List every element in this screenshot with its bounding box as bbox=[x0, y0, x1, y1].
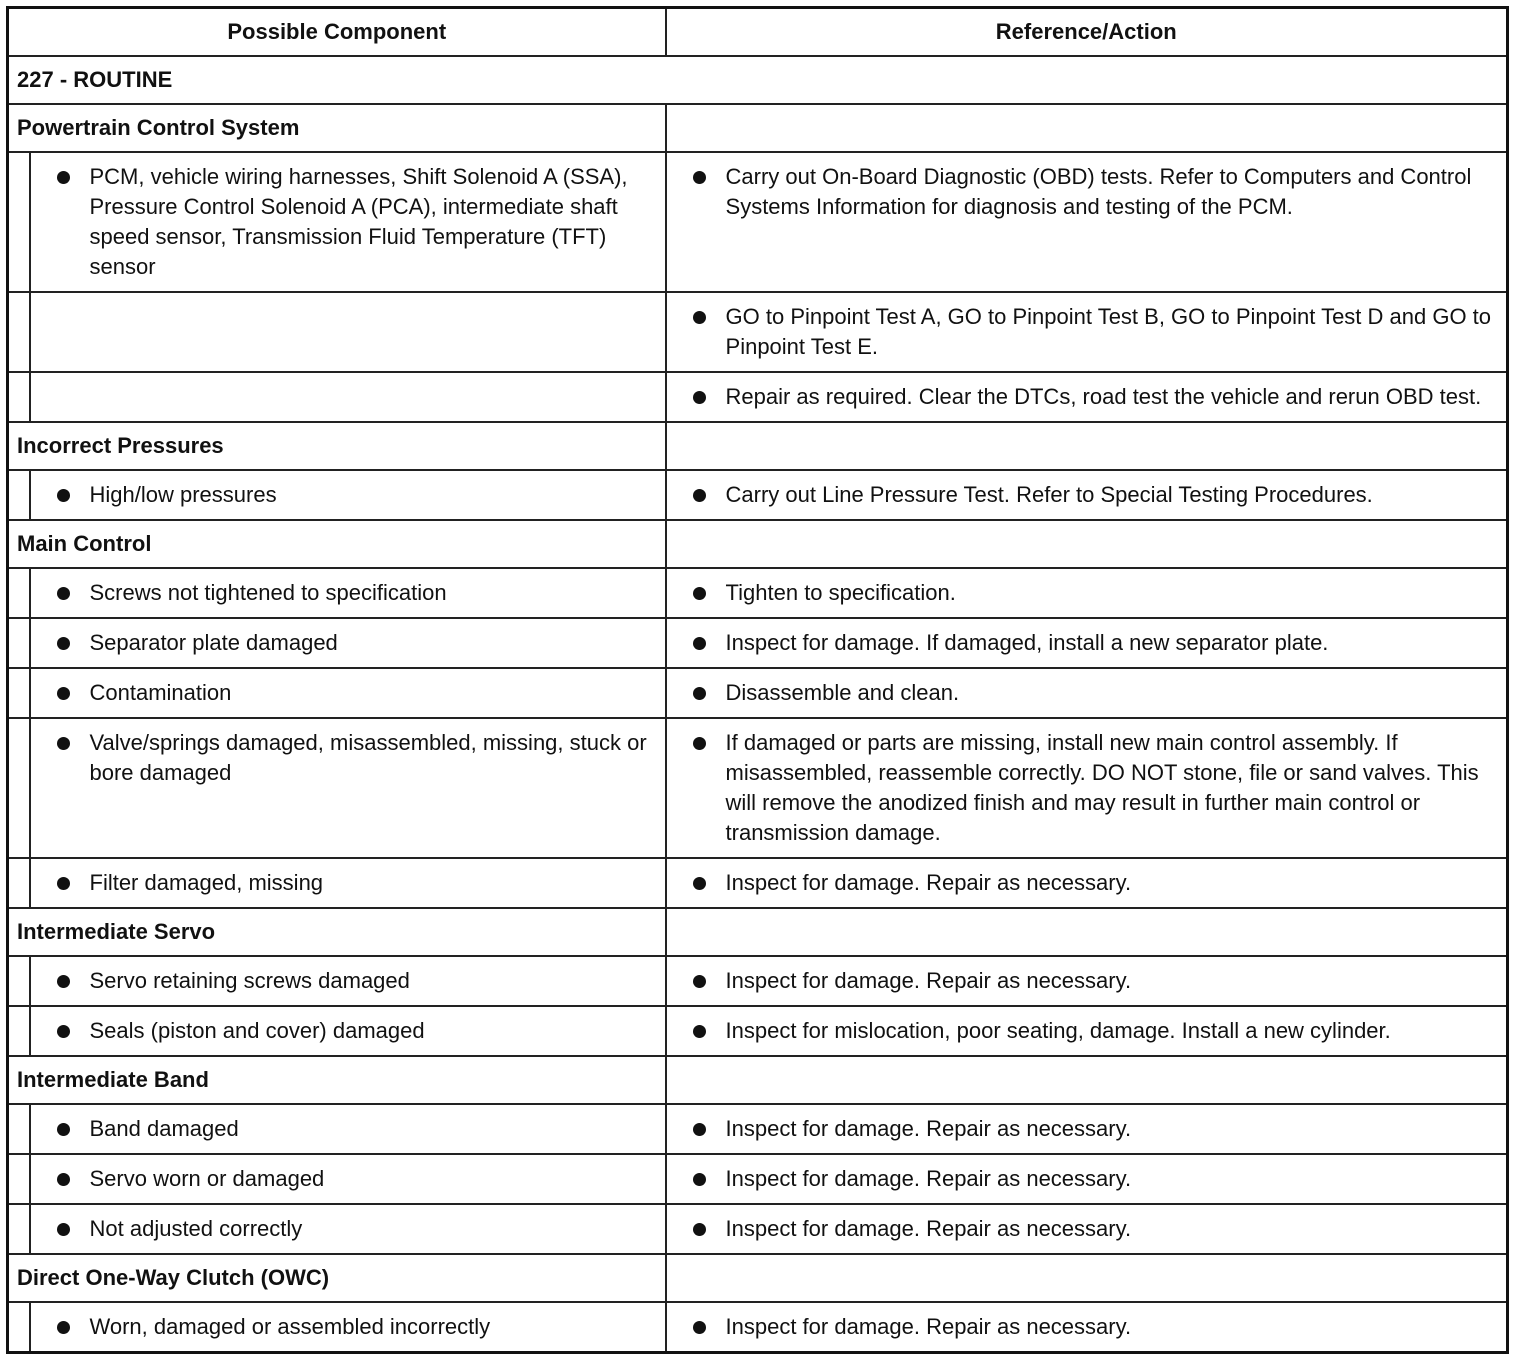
bullet-item bbox=[667, 1312, 1493, 1342]
component-cell bbox=[30, 1204, 666, 1254]
bullet-icon bbox=[57, 587, 70, 600]
component-text: Contamination bbox=[89, 680, 232, 705]
bullet-item bbox=[667, 302, 1493, 362]
table-row bbox=[8, 858, 1508, 908]
component-cell bbox=[30, 1104, 666, 1154]
component-cell bbox=[30, 292, 666, 372]
bullet-item bbox=[31, 628, 651, 658]
component-cell bbox=[30, 858, 666, 908]
bullet-icon bbox=[693, 1123, 706, 1136]
action-text: Carry out Line Pressure Test. Refer to Special Testing Procedures. bbox=[725, 482, 1373, 507]
action-text: Inspect for damage. Repair as necessary. bbox=[725, 1314, 1132, 1339]
action-cell bbox=[666, 668, 1508, 718]
bullet-icon bbox=[57, 877, 70, 890]
table-row bbox=[8, 1154, 1508, 1204]
action-text: Inspect for damage. Repair as necessary. bbox=[725, 1116, 1132, 1141]
section-row bbox=[8, 422, 1508, 470]
bullet-icon bbox=[57, 1321, 70, 1334]
section-row bbox=[8, 908, 1508, 956]
component-cell bbox=[30, 470, 666, 520]
component-text: Screws not tightened to specification bbox=[89, 580, 447, 605]
component-cell bbox=[30, 618, 666, 668]
action-cell bbox=[666, 372, 1508, 422]
section-action-empty bbox=[666, 1254, 1508, 1302]
bullet-item bbox=[31, 1312, 651, 1342]
bullet-item bbox=[667, 382, 1493, 412]
action-text: Disassemble and clean. bbox=[725, 680, 960, 705]
bullet-item bbox=[667, 966, 1493, 996]
bullet-icon bbox=[57, 1025, 70, 1038]
section-row bbox=[8, 104, 1508, 152]
bullet-icon bbox=[693, 1025, 706, 1038]
bullet-item bbox=[31, 868, 651, 898]
action-text: Inspect for damage. Repair as necessary. bbox=[725, 870, 1132, 895]
table-row bbox=[8, 292, 1508, 372]
table-row bbox=[8, 668, 1508, 718]
action-cell bbox=[666, 718, 1508, 858]
bullet-item bbox=[667, 1214, 1493, 1244]
table-row bbox=[8, 618, 1508, 668]
component-text: Separator plate damaged bbox=[89, 630, 338, 655]
bullet-icon bbox=[57, 687, 70, 700]
bullet-icon bbox=[693, 1321, 706, 1334]
bullet-item bbox=[667, 678, 1493, 708]
table-row bbox=[8, 1302, 1508, 1353]
table-row bbox=[8, 470, 1508, 520]
action-cell bbox=[666, 1104, 1508, 1154]
component-cell bbox=[30, 152, 666, 292]
bullet-icon bbox=[693, 391, 706, 404]
bullet-item bbox=[667, 868, 1493, 898]
action-text: Carry out On-Board Diagnostic (OBD) tests. Refer to Computers and Control Systems Information for diagnosis and testing of the PCM. bbox=[725, 164, 1472, 219]
indent-cell bbox=[8, 1006, 30, 1056]
bullet-item bbox=[31, 162, 651, 282]
indent-cell bbox=[8, 1154, 30, 1204]
component-text: High/low pressures bbox=[89, 482, 277, 507]
indent-cell bbox=[8, 1204, 30, 1254]
action-text: Inspect for damage. Repair as necessary. bbox=[725, 968, 1132, 993]
table-title-row bbox=[8, 56, 1508, 104]
bullet-icon bbox=[693, 687, 706, 700]
bullet-icon bbox=[693, 877, 706, 890]
action-text: Repair as required. Clear the DTCs, road test the vehicle and rerun OBD test. bbox=[725, 384, 1482, 409]
table-row bbox=[8, 372, 1508, 422]
bullet-item bbox=[667, 728, 1493, 848]
action-cell bbox=[666, 1154, 1508, 1204]
diagnosis-table bbox=[6, 6, 1509, 1354]
table-row bbox=[8, 568, 1508, 618]
section-title: Direct One-Way Clutch (OWC) bbox=[8, 1254, 666, 1302]
component-text: Seals (piston and cover) damaged bbox=[89, 1018, 425, 1043]
section-action-empty bbox=[666, 422, 1508, 470]
bullet-icon bbox=[57, 489, 70, 502]
section-title: Incorrect Pressures bbox=[8, 422, 666, 470]
section-row bbox=[8, 520, 1508, 568]
component-cell bbox=[30, 1006, 666, 1056]
table-row bbox=[8, 1006, 1508, 1056]
component-text: Servo worn or damaged bbox=[89, 1166, 325, 1191]
bullet-icon bbox=[57, 975, 70, 988]
bullet-icon bbox=[57, 1173, 70, 1186]
component-text: Band damaged bbox=[89, 1116, 239, 1141]
bullet-item bbox=[31, 678, 651, 708]
action-cell bbox=[666, 858, 1508, 908]
indent-cell bbox=[8, 152, 30, 292]
bullet-icon bbox=[57, 1123, 70, 1136]
table-header-row bbox=[8, 8, 1508, 57]
table-title: 227 - ROUTINE bbox=[8, 56, 1508, 104]
component-cell bbox=[30, 956, 666, 1006]
bullet-icon bbox=[693, 975, 706, 988]
table-row bbox=[8, 1204, 1508, 1254]
section-title: Intermediate Band bbox=[8, 1056, 666, 1104]
component-text: Filter damaged, missing bbox=[89, 870, 324, 895]
indent-cell bbox=[8, 372, 30, 422]
section-row bbox=[8, 1254, 1508, 1302]
action-cell bbox=[666, 1204, 1508, 1254]
component-text: Not adjusted correctly bbox=[89, 1216, 303, 1241]
action-text: Inspect for mislocation, poor seating, damage. Install a new cylinder. bbox=[725, 1018, 1391, 1043]
bullet-item bbox=[31, 578, 651, 608]
bullet-icon bbox=[693, 1223, 706, 1236]
section-title: Powertrain Control System bbox=[8, 104, 666, 152]
bullet-item bbox=[31, 480, 651, 510]
bullet-item bbox=[667, 1114, 1493, 1144]
column-header-action: Reference/Action bbox=[666, 8, 1508, 57]
bullet-icon bbox=[693, 489, 706, 502]
action-text: Inspect for damage. Repair as necessary. bbox=[725, 1166, 1132, 1191]
action-text: Tighten to specification. bbox=[725, 580, 956, 605]
bullet-icon bbox=[693, 737, 706, 750]
bullet-icon bbox=[57, 737, 70, 750]
action-cell bbox=[666, 152, 1508, 292]
component-cell bbox=[30, 1154, 666, 1204]
indent-cell bbox=[8, 568, 30, 618]
table-row bbox=[8, 152, 1508, 292]
section-title: Intermediate Servo bbox=[8, 908, 666, 956]
bullet-item bbox=[667, 480, 1493, 510]
bullet-item bbox=[31, 1164, 651, 1194]
action-cell bbox=[666, 1006, 1508, 1056]
indent-cell bbox=[8, 292, 30, 372]
section-action-empty bbox=[666, 1056, 1508, 1104]
component-cell bbox=[30, 1302, 666, 1353]
section-action-empty bbox=[666, 908, 1508, 956]
component-text: Worn, damaged or assembled incorrectly bbox=[89, 1314, 491, 1339]
component-text: Valve/springs damaged, misassembled, missing, stuck or bore damaged bbox=[89, 730, 647, 785]
bullet-item bbox=[31, 966, 651, 996]
table-body bbox=[8, 56, 1508, 1353]
bullet-icon bbox=[693, 637, 706, 650]
indent-cell bbox=[8, 668, 30, 718]
bullet-item bbox=[667, 628, 1493, 658]
indent-cell bbox=[8, 618, 30, 668]
action-text: Inspect for damage. Repair as necessary. bbox=[725, 1216, 1132, 1241]
bullet-item bbox=[31, 1114, 651, 1144]
action-text: Inspect for damage. If damaged, install a new separator plate. bbox=[725, 630, 1329, 655]
component-cell bbox=[30, 372, 666, 422]
action-cell bbox=[666, 618, 1508, 668]
bullet-item bbox=[667, 1164, 1493, 1194]
component-cell bbox=[30, 668, 666, 718]
bullet-item bbox=[31, 728, 651, 788]
bullet-item bbox=[667, 578, 1493, 608]
bullet-icon bbox=[57, 1223, 70, 1236]
indent-cell bbox=[8, 956, 30, 1006]
action-text: If damaged or parts are missing, install new main control assembly. If misassembled, reassemble correctly. DO NOT stone, file or sand valves. This will remove the anodized finish and may result in further main control or transmission damage. bbox=[725, 730, 1479, 845]
indent-cell bbox=[8, 1302, 30, 1353]
bullet-item bbox=[31, 1016, 651, 1046]
action-cell bbox=[666, 470, 1508, 520]
bullet-icon bbox=[57, 637, 70, 650]
bullet-item bbox=[667, 162, 1493, 222]
bullet-icon bbox=[57, 171, 70, 184]
component-text: PCM, vehicle wiring harnesses, Shift Solenoid A (SSA), Pressure Control Solenoid A (PCA), intermediate shaft speed sensor, Transmission Fluid Temperature (TFT) sensor bbox=[89, 164, 628, 279]
table-row bbox=[8, 956, 1508, 1006]
indent-cell bbox=[8, 718, 30, 858]
section-title: Main Control bbox=[8, 520, 666, 568]
section-row bbox=[8, 1056, 1508, 1104]
bullet-icon bbox=[693, 311, 706, 324]
action-cell bbox=[666, 292, 1508, 372]
component-cell bbox=[30, 568, 666, 618]
bullet-item bbox=[31, 1214, 651, 1244]
component-cell bbox=[30, 718, 666, 858]
indent-cell bbox=[8, 1104, 30, 1154]
table-row bbox=[8, 1104, 1508, 1154]
action-cell bbox=[666, 568, 1508, 618]
component-text: Servo retaining screws damaged bbox=[89, 968, 410, 993]
column-header-component: Possible Component bbox=[8, 8, 666, 57]
section-action-empty bbox=[666, 104, 1508, 152]
indent-cell bbox=[8, 858, 30, 908]
indent-cell bbox=[8, 470, 30, 520]
action-text: GO to Pinpoint Test A, GO to Pinpoint Test B, GO to Pinpoint Test D and GO to Pinpoint Test E. bbox=[725, 304, 1492, 359]
bullet-item bbox=[667, 1016, 1493, 1046]
bullet-icon bbox=[693, 1173, 706, 1186]
section-action-empty bbox=[666, 520, 1508, 568]
action-cell bbox=[666, 956, 1508, 1006]
table-row bbox=[8, 718, 1508, 858]
bullet-icon bbox=[693, 171, 706, 184]
bullet-icon bbox=[693, 587, 706, 600]
action-cell bbox=[666, 1302, 1508, 1353]
